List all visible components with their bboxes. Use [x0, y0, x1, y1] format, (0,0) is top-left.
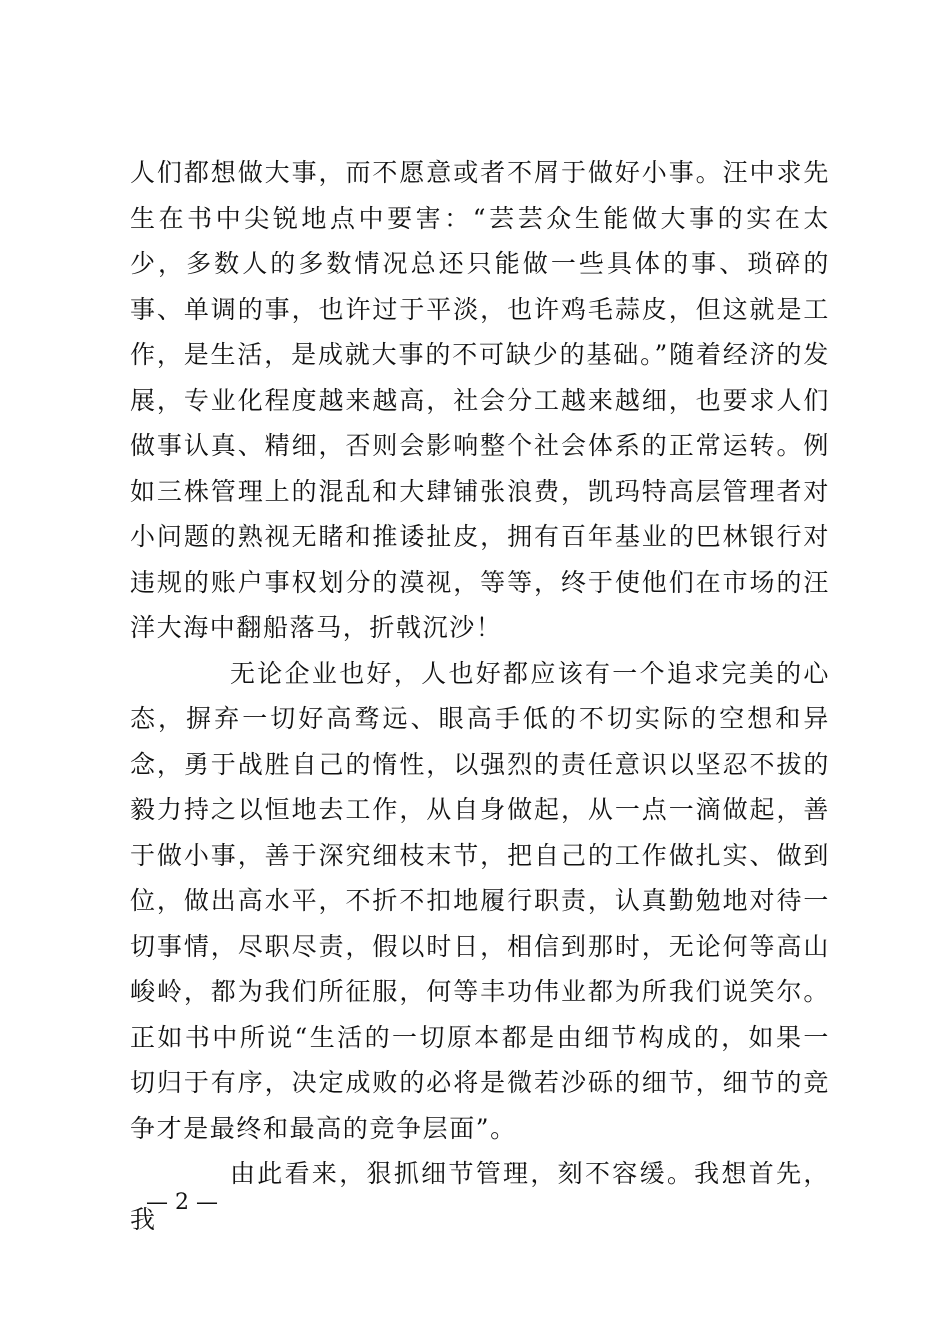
body-text	[130, 150, 830, 1242]
page-number: — 2 —	[146, 1190, 218, 1215]
paragraph-2: 无论企业也好，人也好都应该有一个追求完美的心态，摒弃一切好高骛远、眼高手低的不切实际的空想和异念，勇于战胜自己的惰性，以强烈的责任意识以坚忍不拔的毅力持之以恒地去工作，从自身做起，从一点一滴做起，善于做小事，善于深究细枝末节，把自己的工作做扎实、做到位，做出高水平，不折不扣地履行职责，认真勤勉地对待一切事情，尽职尽责，假以时日，相信到那时，无论何等高山峻岭，都为我们所征服，何等丰功伟业都为所我们说笑尔。正如书中所说“生活的一切原本都是由细节构成的，如果一切归于有序，决定成败的必将是微若沙砾的细节，细节的竞争才是最终和最高的竞争层面”。	[130, 658, 830, 1143]
paragraph-1: 人们都想做大事，而不愿意或者不屑于做好小事。汪中求先生在书中尖锐地点中要害：“芸芸众生能做大事的实在太少，多数人的多数情况总还只能做一些具体的事、琐碎的事、单调的事，也许过于平淡，也许鸡毛蒜皮，但这就是工作，是生活，是成就大事的不可缺少的基础。”随着经济的发展，专业化程度越来越高，社会分工越来越细，也要求人们做事认真、精细，否则会影响整个社会体系的正常运转。例如三株管理上的混乱和大肆铺张浪费，凯玛特高层管理者对小问题的熟视无睹和推诿扯皮，拥有百年基业的巴林银行对违规的账户事权划分的漠视，等等，终于使他们在市场的汪洋大海中翻船落马，折戟沉沙！	[130, 158, 830, 642]
paragraph-3: 由此看来，狠抓细节管理，刻不容缓。我想首先，我	[130, 1159, 830, 1234]
